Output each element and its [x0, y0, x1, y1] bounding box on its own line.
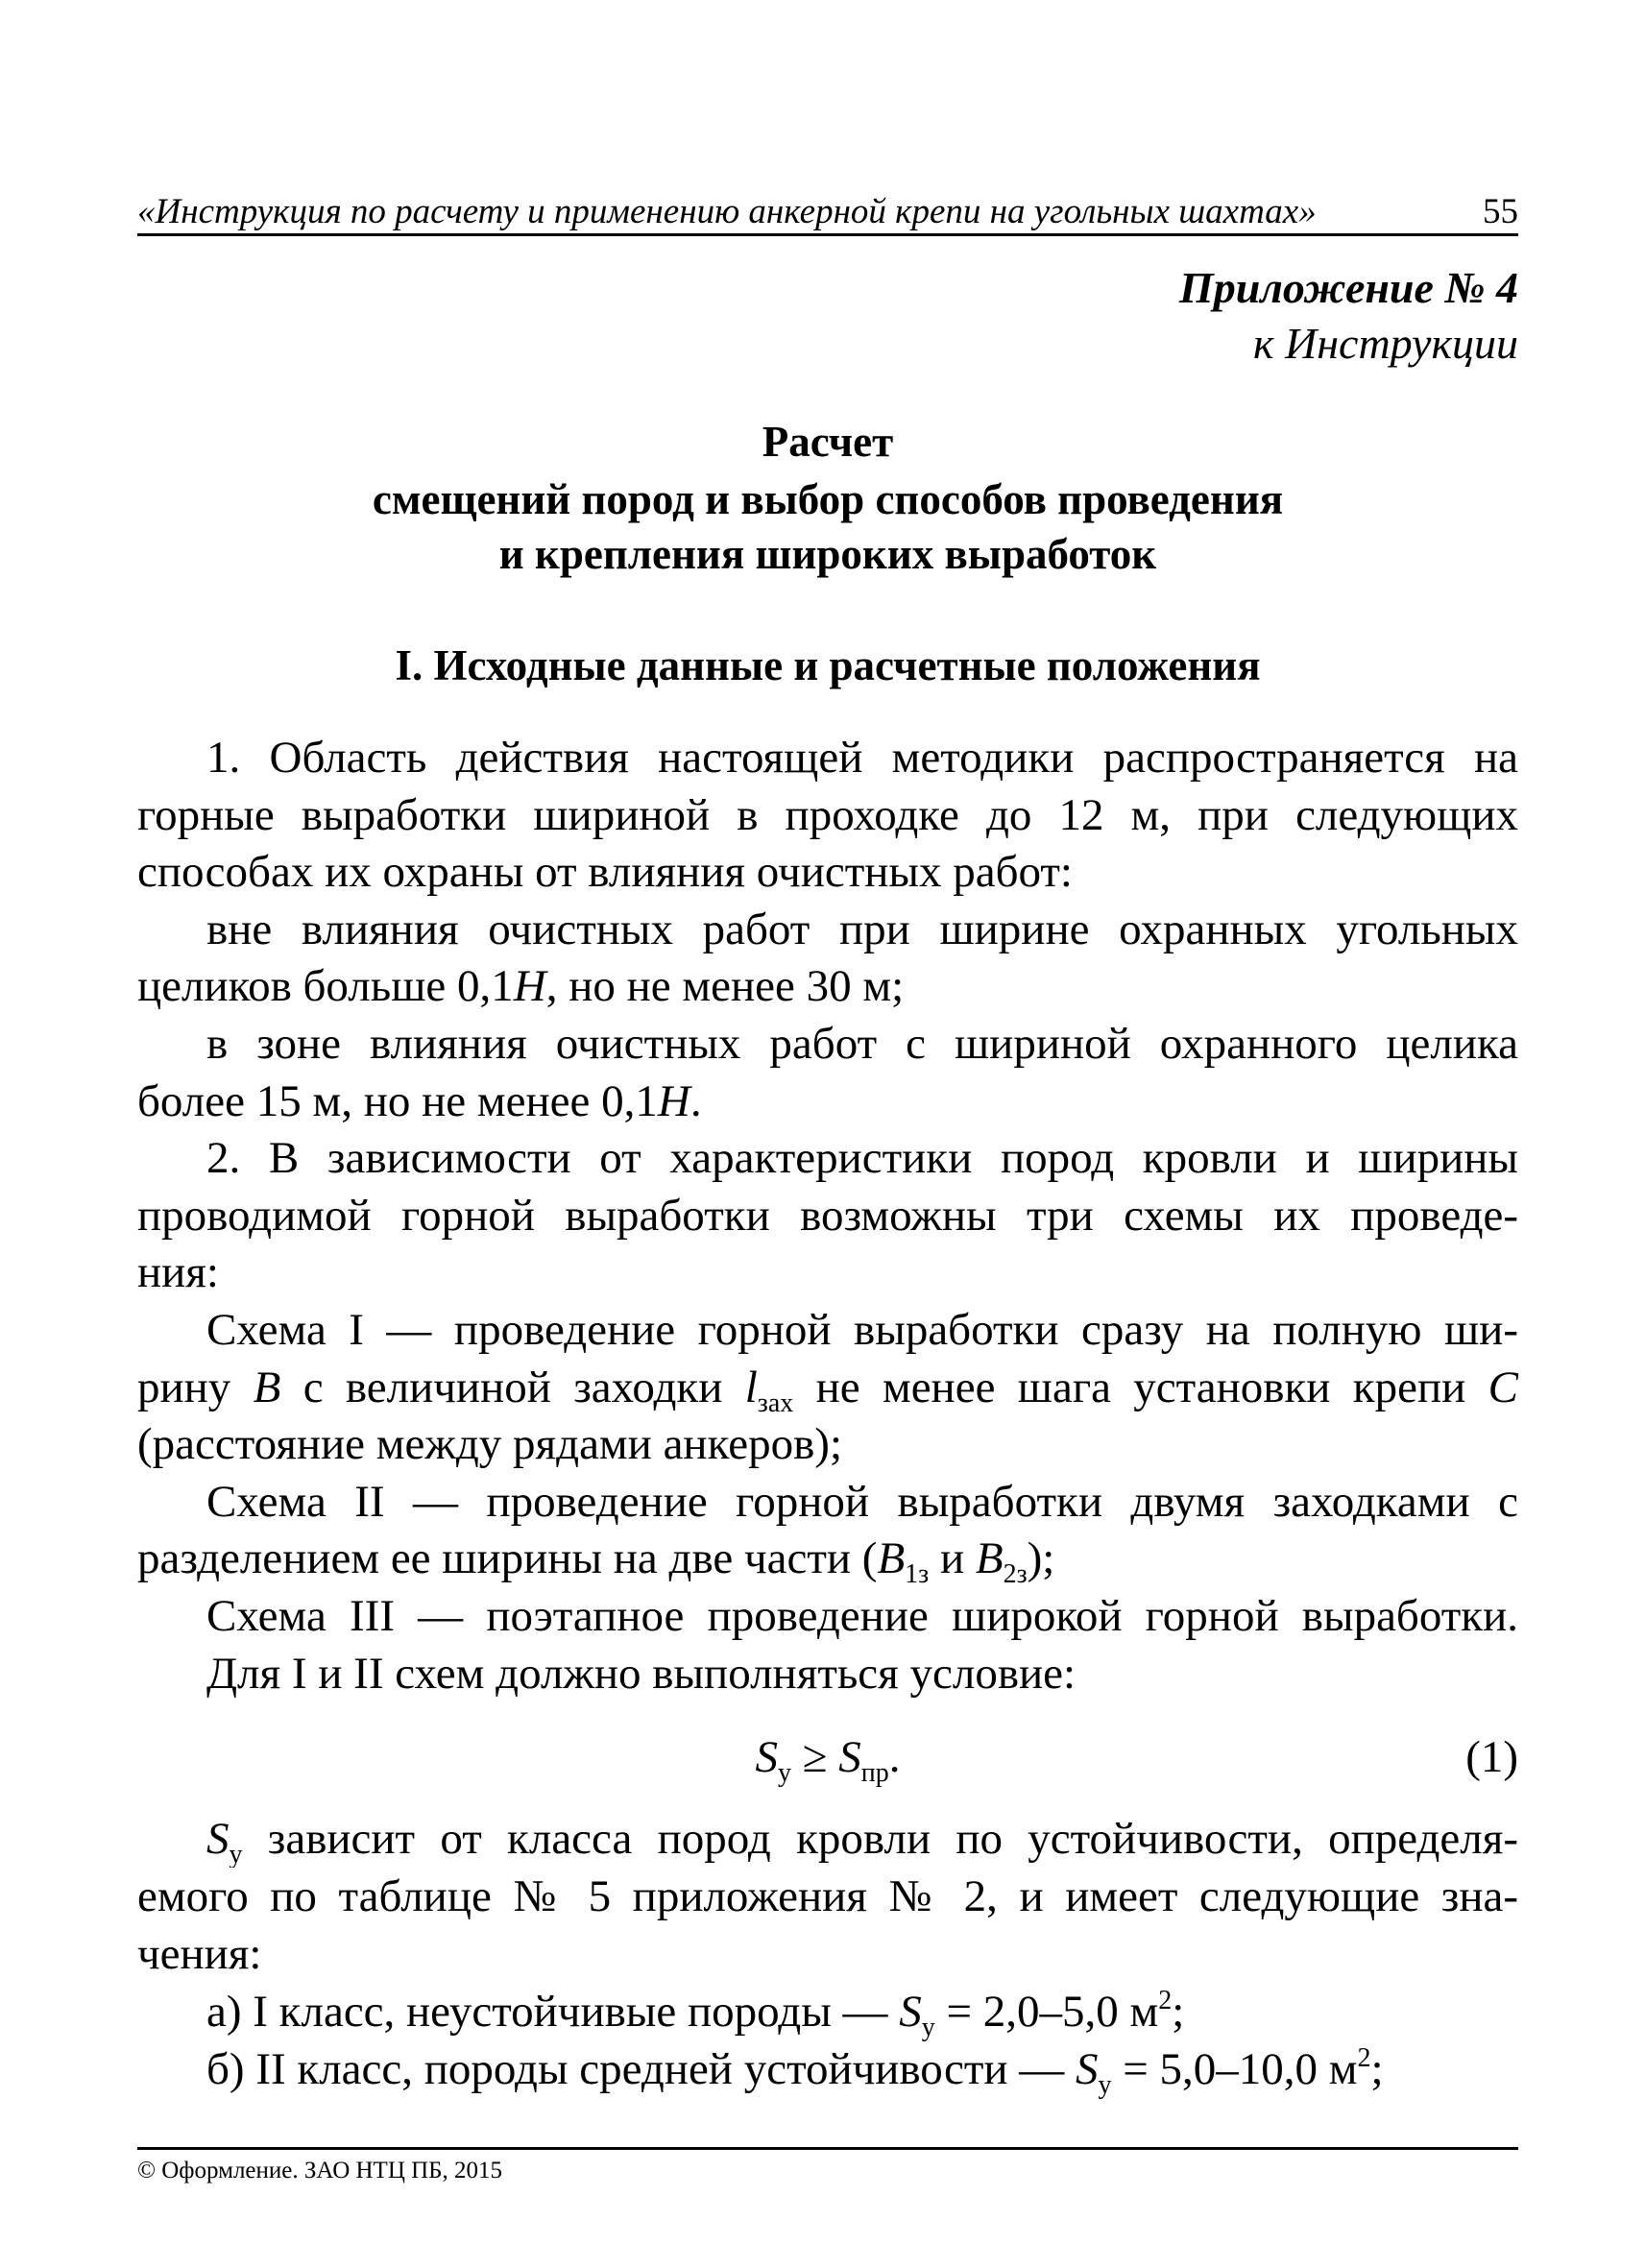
text-line [206, 1129, 1518, 1187]
text-run: Схема I — проведение горной выработки сразу на полную ши- [206, 1305, 1518, 1355]
formula-number: (1) [1465, 1732, 1518, 1782]
math-variable: S [899, 1987, 922, 2037]
subscript: у [921, 2013, 935, 2042]
text-run: вне влияния очистных работ при ширине охранных угольных [206, 904, 1518, 954]
text-run: способах их охраны от влияния очистных работ: [137, 847, 1073, 898]
math-variable: H [513, 961, 546, 1012]
math-variable: B [877, 1533, 906, 1584]
text-line [206, 1587, 1518, 1645]
math-variable: S [206, 1814, 230, 1864]
superscript: 2 [1158, 1986, 1173, 2015]
footer-copyright: © Оформление. ЗАО НТЦ ПБ, 2015 [137, 2158, 503, 2184]
formula-expression [137, 1728, 1518, 1786]
subscript: 1з [905, 1559, 930, 1590]
text-run: ≥ [790, 1732, 839, 1782]
text-line [137, 1073, 1518, 1130]
text-line [137, 1243, 1518, 1301]
text-run: более 15 м, но не менее 0,1 [137, 1075, 658, 1126]
text-run: ния: [137, 1247, 219, 1298]
text-line [137, 1359, 1518, 1416]
math-variable: H [657, 1075, 690, 1126]
text-line [137, 1868, 1518, 1925]
text-run: ; [1370, 2044, 1384, 2094]
math-variable: C [1488, 1362, 1518, 1412]
text-run: Для I и II схем должно выполняться условие: [206, 1648, 1077, 1699]
superscript: 2 [1357, 2043, 1371, 2073]
text-run: и [929, 1533, 976, 1584]
text-run: с величиной заходки [280, 1362, 745, 1412]
text-line [137, 1415, 1518, 1473]
text-run: 2. В зависимости от характеристики пород кровли и ширины [206, 1133, 1518, 1184]
text-line [206, 729, 1518, 786]
text-line [206, 1810, 1518, 1868]
subscript: пр [860, 1758, 889, 1788]
text-run: разделением ее ширины на две части ( [137, 1533, 878, 1584]
text-run: а) I класс, неустойчивые породы — [206, 1987, 900, 2037]
text-run: Схема III — поэтапное проведение широкой горной выработки. [206, 1591, 1518, 1641]
header-divider [137, 233, 1518, 236]
subscript: зах [757, 1387, 794, 1416]
subscript: у [777, 1758, 791, 1788]
subscript: у [229, 1840, 243, 1868]
text-run: емого по таблице № 5 приложения № 2, и имеет следующие зна- [137, 1871, 1518, 1921]
appendix-label: Приложение № 4 [1178, 263, 1518, 312]
math-variable: S [755, 1732, 778, 1782]
text-run: ; [1172, 1987, 1185, 2037]
title-line-3: и крепления широких выработок [498, 530, 1157, 578]
text-line [137, 1925, 1518, 1983]
text-run: зависит от класса пород кровли по устойчивости, определя- [242, 1814, 1518, 1864]
text-line [206, 1301, 1518, 1359]
math-variable: B [253, 1362, 281, 1412]
text-line [137, 786, 1518, 844]
text-run: = 5,0–10,0 м [1111, 2044, 1358, 2094]
text-run: горные выработки шириной в проходке до 12 м, при следующих [137, 789, 1518, 840]
math-variable: S [838, 1732, 861, 1782]
math-variable: B [975, 1533, 1004, 1584]
math-variable: l [744, 1362, 758, 1412]
text-run: ); [1027, 1533, 1055, 1584]
section-heading: I. Исходные данные и расчетные положения [395, 641, 1261, 689]
formula-row [137, 1728, 1518, 1786]
appendix-sub: к Инструкции [1252, 319, 1518, 368]
text-run: не менее шага установки крепи [793, 1362, 1488, 1412]
text-line [206, 1645, 1518, 1702]
text-run: в зоне влияния очистных работ с шириной охранного целика [206, 1019, 1518, 1069]
text-run: . [888, 1732, 901, 1782]
text-run: рину [137, 1362, 254, 1412]
subscript: 2з [1003, 1559, 1028, 1590]
text-line [206, 901, 1518, 958]
text-line [206, 1983, 1518, 2040]
text-run: Схема II — проведение горной выработки двумя заходками с [206, 1476, 1518, 1527]
running-header [137, 188, 1518, 236]
text-line [137, 843, 1518, 901]
text-run: , но не менее 30 м; [545, 961, 905, 1012]
text-run: (расстояние между рядами анкеров); [137, 1419, 843, 1470]
text-run: 1. Область действия настоящей методики распространяется на [206, 733, 1518, 783]
text-line [137, 957, 1518, 1015]
text-run: проводимой горной выработки возможны три схемы их проведе- [137, 1190, 1518, 1241]
text-run: . [689, 1075, 702, 1126]
page-number: 55 [1483, 192, 1518, 231]
subscript: у [1098, 2070, 1112, 2100]
text-line [206, 1473, 1518, 1531]
text-run: б) II класс, породы средней устойчивости — [206, 2044, 1077, 2094]
title-line-1: Расчет [762, 418, 894, 466]
title-line-2: смещений пород и выбор способов проведения [372, 475, 1284, 523]
math-variable: S [1076, 2044, 1099, 2094]
footer-divider [137, 2147, 1518, 2150]
text-line [137, 1530, 1518, 1590]
text-run: целиков больше 0,1 [137, 961, 514, 1012]
text-run: чения: [137, 1929, 262, 1979]
text-run: = 2,0–5,0 м [934, 1987, 1159, 2037]
text-line [206, 1015, 1518, 1073]
text-line [137, 1187, 1518, 1244]
text-line [206, 2040, 1518, 2098]
running-header-title: «Инструкция по расчету и применению анкерной крепи на угольных шахтах» [137, 192, 1317, 231]
